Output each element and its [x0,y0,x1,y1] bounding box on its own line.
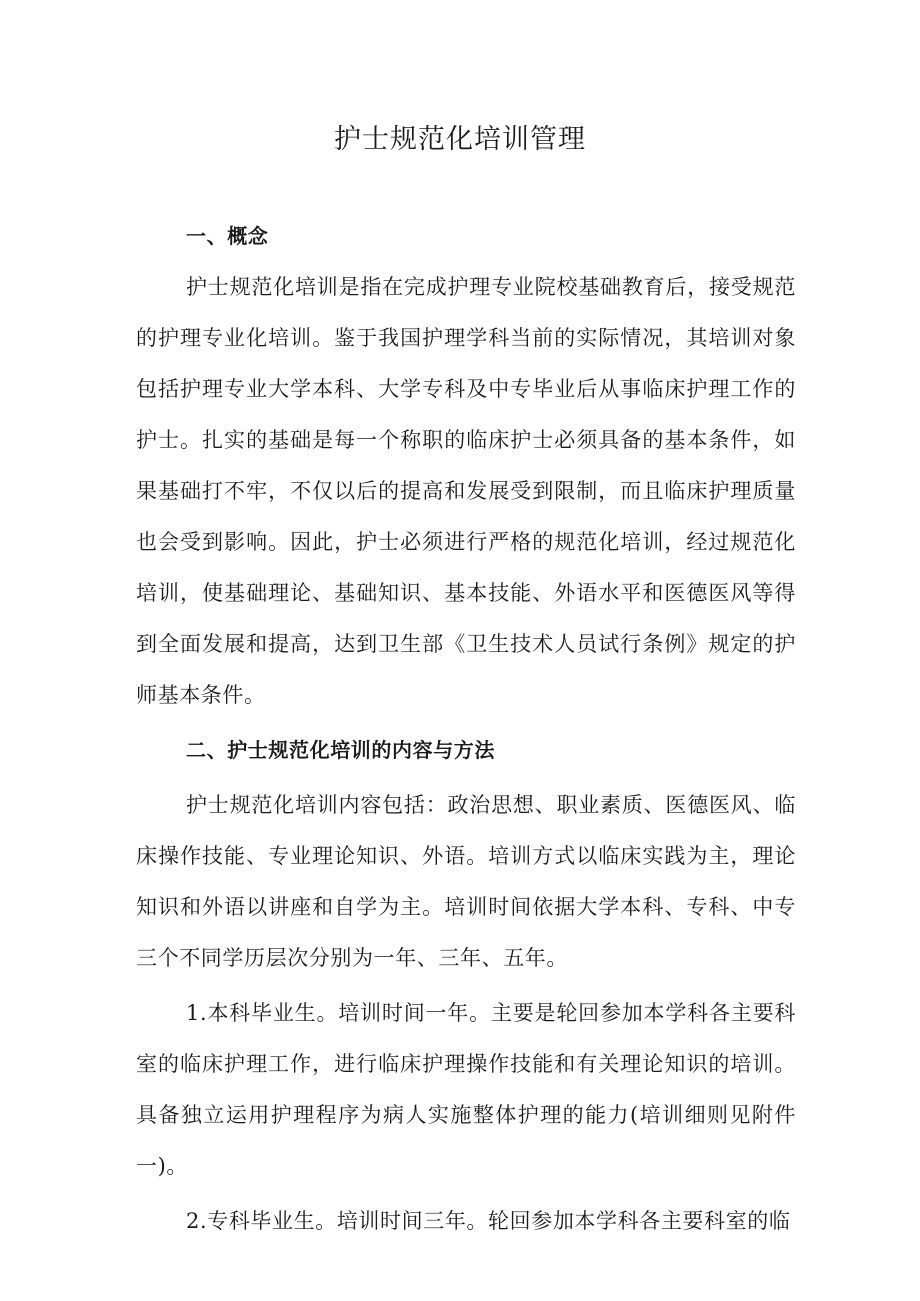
document-title: 护士规范化培训管理 [334,124,586,155]
paragraph-college-graduate: 2.专科毕业生。培训时间三年。轮回参加本学科各主要科室的临 [186,1209,791,1233]
paragraph-undergraduate: 1.本科毕业生。培训时间一年。主要是轮回参加本学科各主要科室的临床护理工作，进行临床护理操作技能和有关理论知识的培训。具备独立运用护理程序为病人实施整体护理的能力(培训细则见附件一)。 [136,1001,796,1178]
section-heading-concept: 一、概念 [186,224,269,248]
paragraph-concept: 护士规范化培训是指在完成护理专业院校基础教育后，接受规范的护理专业化培训。鉴于我国护理学科当前的实际情况，其培训对象包括护理专业大学本科、大学专科及中专毕业后从事临床护理工作的护士。扎实的基础是每一个称职的临床护士必须具备的基本条件，如果基础打不牢，不仅以后的提高和发展受到限制，而且临床护理质量也会受到影响。因此，护士必须进行严格的规范化培训，经过规范化培训，使基础理论、基础知识、基本技能、外语水平和医德医风等得到全面发展和提高，达到卫生部《卫生技术人员试行条例》规定的护师基本条件。 [136,275,796,707]
document-body [136,211,796,1247]
section-heading-content-method: 二、护士规范化培训的内容与方法 [186,738,495,762]
paragraph-training-content: 护士规范化培训内容包括：政治思想、职业素质、医德医风、临床操作技能、专业理论知识、外语。培训方式以临床实践为主，理论知识和外语以讲座和自学为主。培训时间依据大学本科、专科、中专三个不同学历层次分别为一年、三年、五年。 [136,793,796,970]
